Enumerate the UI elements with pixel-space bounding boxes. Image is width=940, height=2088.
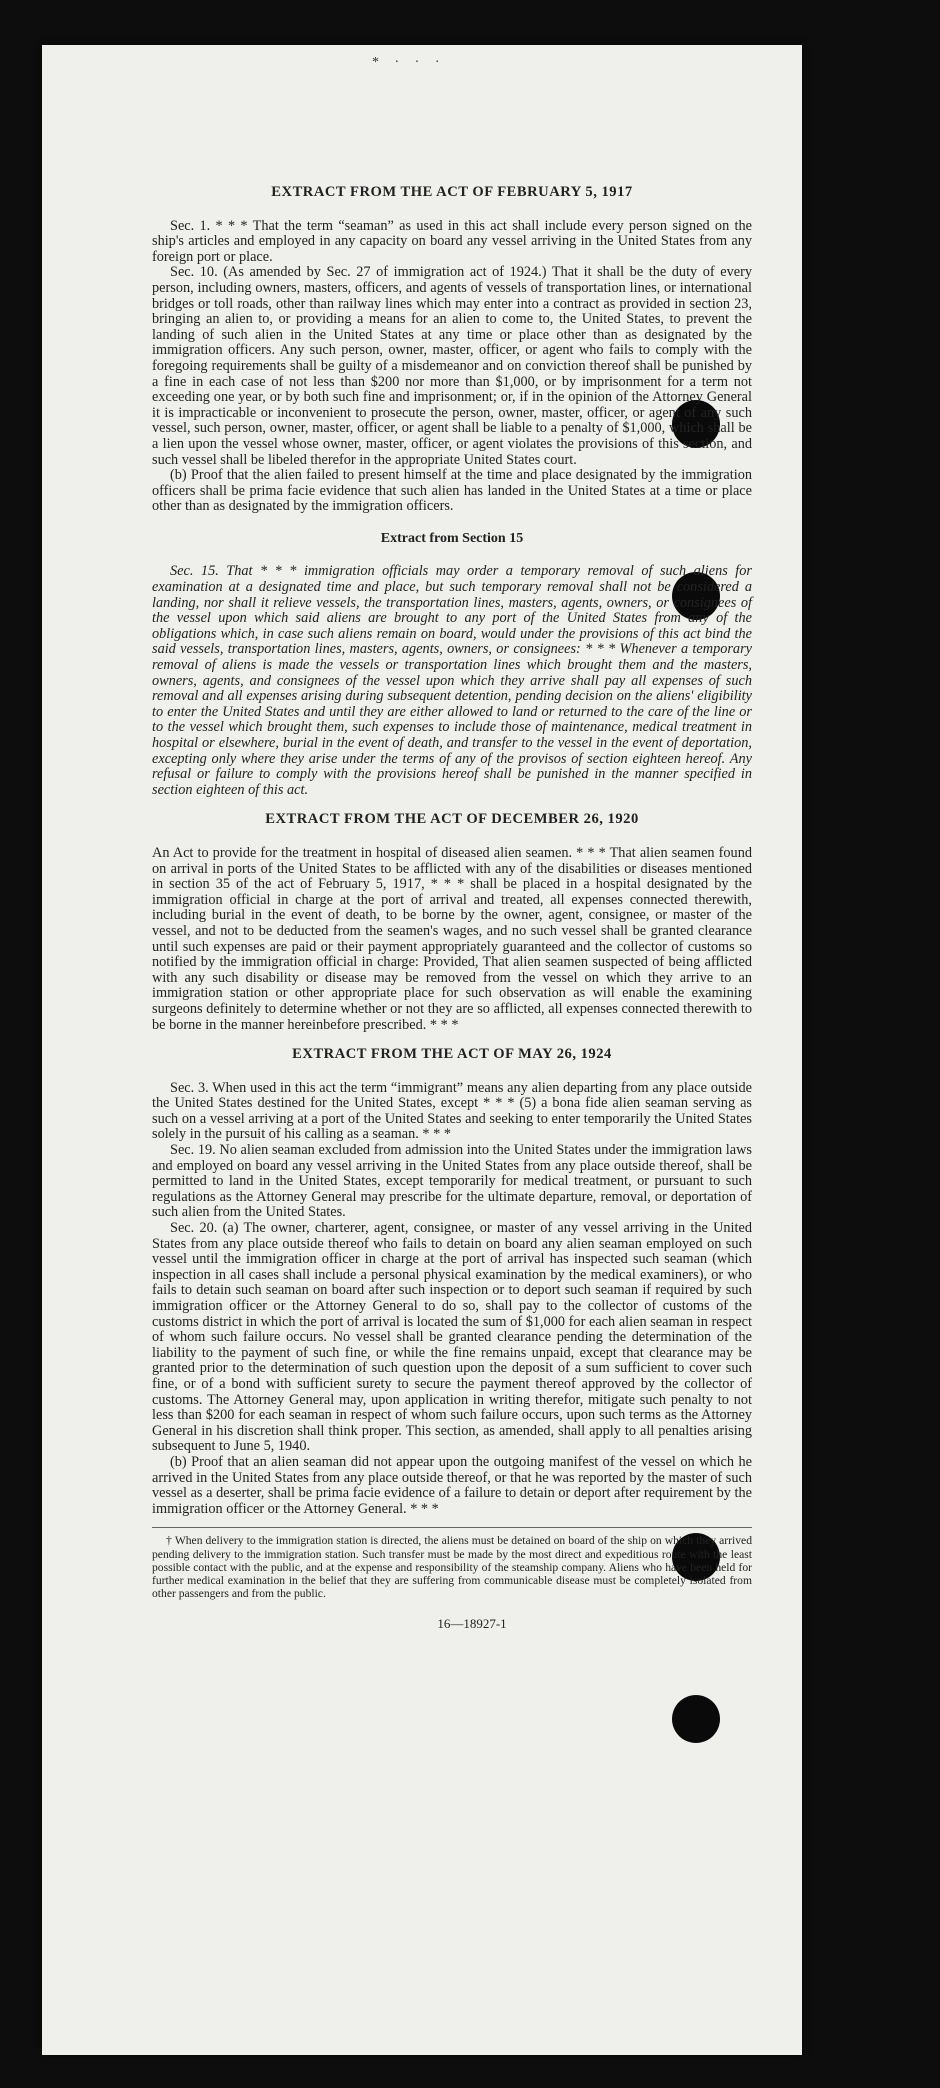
section-15-extract bbox=[152, 531, 752, 799]
paragraph: (b) Proof that the alien failed to present himself at the time and place designated by the immigration officers shall be prima facie evidence that such alien has landed in the United States at a time or place other than as designated by the immigration officers. bbox=[152, 467, 752, 515]
section-subheading: Extract from Section 15 bbox=[380, 530, 524, 546]
paragraph: Sec. 3. When used in this act the term “immigrant” means any alien departing from any place outside the United States destined for the United States, except * * * (5) a bona fide alien seaman serving as such on a vessel arriving at a port of the United States and seeking to enter temporarily the United States solely in the pursuit of his calling as a seaman. * * * bbox=[152, 1079, 752, 1143]
section-heading: EXTRACT FROM THE ACT OF DECEMBER 26, 1920 bbox=[265, 811, 639, 828]
section-heading: EXTRACT FROM THE ACT OF FEBRUARY 5, 1917 bbox=[271, 184, 633, 200]
footnote: † When delivery to the immigration station is directed, the aliens must be detained on board of the ship on which they arrived pending delivery to the immigration station. Such transfer must be made by the most direct and expeditious route with the least possible contact with the public, and at the expense and responsibility of the steamship company. Aliens who have been held for further medical examination in the belief that they are suffering from communicable disease must be completely isolated from other passengers and from the public. bbox=[152, 1534, 752, 1601]
section-act-1920 bbox=[152, 812, 752, 1033]
document-body bbox=[152, 185, 752, 1632]
punch-hole-4 bbox=[672, 1695, 720, 1743]
section-act-1924 bbox=[152, 1047, 752, 1517]
paragraph: An Act to provide for the treatment in hospital of diseased alien seamen. * * * That alien seamen found on arrival in ports of the United States to be afflicted with any of the disabilities or diseases mentioned in section 35 of the act of February 5, 1917, * * * shall be placed in a hospital designated by the immigration official in charge at the port of arrival and treated, all expenses connected therewith, including burial in the event of death, to be borne by the owner, agent, consignee, or master of the vessel, and not to be deducted from the seamen's wages, and no such vessel shall be granted clearance until such expenses are paid or their payment appropriately guaranteed and the collector of customs so notified by the immigration official in charge: Provided, That alien seamen suspected of being afflicted with any such disability or disease may be removed from the vessel on which they arrive to an immigration station or other appropriate place for such observation as will enable the examining surgeons definitely to determine whether or not they are so afflicted, all expenses connected therewith to be borne in the manner hereinbefore prescribed. * * * bbox=[152, 844, 752, 1033]
paragraph: Sec. 15. That * * * immigration officials may order a temporary removal of such aliens for examination at a designated time and place, but such temporary removal shall not be considered a landing, nor shall it relieve vessels, the transportation lines, masters, agents, owners, or consignees of the vessel upon which said aliens are brought to any port of the United States from any of the obligations which, in case such aliens remain on board, would under the provisions of this act bind the said vessels, transportation lines, masters, agents, owners, or consignees: * * * Whenever a temporary removal of aliens is made the vessels or transportation lines which brought them and the masters, owners, agents, and consignees of the vessel upon which they arrive shall pay all expenses of such removal and all expenses arising during subsequent detention, pending decision on the aliens' eligibility to enter the United States and until they are either allowed to land or returned to the care of the line or to the vessel which brought them, such expenses to include those of maintenance, medical treatment in hospital or elsewhere, burial in the event of death, and transfer to the vessel in the event of deportation, excepting only where they arise under the terms of any of the provisos of section eighteen hereof. Any refusal or failure to comply with the provisions hereof shall be punished in the manner specified in section eighteen of this act. bbox=[152, 563, 752, 798]
form-number: 16—18927-1 bbox=[437, 1616, 507, 1632]
footnote-divider bbox=[152, 1527, 752, 1528]
section-heading: EXTRACT FROM THE ACT OF MAY 26, 1924 bbox=[292, 1046, 612, 1063]
paragraph: Sec. 10. (As amended by Sec. 27 of immigration act of 1924.) That it shall be the duty of every person, including owners, masters, officers, and agents of vessels of transportation lines, or international bridges or toll roads, other than railway lines which may enter into a contract as provided in section 23, bringing an alien to, or providing a means for an alien to come to, the United States, to prevent the landing of such alien in the United States at any time or place other than as designated by the immigration officers. Any such person, owner, master, officer, or agent who fails to comply with the foregoing requirements shall be guilty of a misdemeanor and on conviction thereof shall be punished by a fine in each case of not less than $200 nor more than $1,000, or by imprisonment for a term not exceeding one year, or by both such fine and imprisonment; or, if in the opinion of the Attorney General it is impracticable or inconvenient to prosecute the person, owner, master, officer, or agent of any such vessel, such person, owner, master, officer, or agent shall be liable to a penalty of $1,000, which shall be a lien upon the vessel whose owner, master, officer, or agent violates the provisions of this section, and such vessel shall be libeled therefor in the appropriate United States court. bbox=[152, 264, 752, 468]
paragraph: Sec. 1. * * * That the term “seaman” as used in this act shall include every person signed on the ship's articles and employed in any capacity on board any vessel arriving in the United States from any foreign port or place. bbox=[152, 217, 752, 265]
top-mark: * · · · bbox=[372, 55, 446, 70]
paragraph: Sec. 20. (a) The owner, charterer, agent, consignee, or master of any vessel arriving in the United States from any place outside thereof who fails to detain on board any alien seaman employed on such vessel until the immigration officer in charge at the port of arrival has inspected such seaman (which inspection in all cases shall include a personal physical examination by the medical examiners), or who fails to detain such seaman on board after such inspection or to deport such seaman if required by such immigration officer or the Attorney General to do so, shall pay to the collector of customs of the customs district in which the port of arrival is located the sum of $1,000 for each alien seaman in respect of whom such failure occurs. No vessel shall be granted clearance pending the determination of the liability to the payment of such fine, or while the fine remains unpaid, except that clearance may be granted prior to the determination of such question upon the deposit of a sum sufficient to cover such fine, or of a bond with sufficient surety to secure the payment thereof approved by the collector of customs. The Attorney General may, upon application in writing therefor, mitigate such penalty to not less than $200 for each seaman in respect of whom such failure occurs, upon such terms as the Attorney General in his discretion shall think proper. This section, as amended, shall apply to all penalties arising subsequent to June 5, 1940. bbox=[152, 1220, 752, 1455]
section-act-1917 bbox=[152, 185, 752, 515]
paragraph: Sec. 19. No alien seaman excluded from admission into the United States under the immigration laws and employed on board any vessel arriving in the United States from any place outside thereof, shall be permitted to land in the United States, except temporarily for medical treatment, or pursuant to such regulations as the Attorney General may prescribe for the ultimate departure, removal, or deportation of such alien from the United States. bbox=[152, 1142, 752, 1221]
paragraph: (b) Proof that an alien seaman did not appear upon the outgoing manifest of the vessel on which he arrived in the United States from any place outside thereof, or that he was reported by the master of such vessel as a deserter, shall be prima facie evidence of a failure to detain or deport after requirement by the immigration officer or the Attorney General. * * * bbox=[152, 1453, 752, 1517]
document-paper bbox=[42, 45, 802, 2055]
